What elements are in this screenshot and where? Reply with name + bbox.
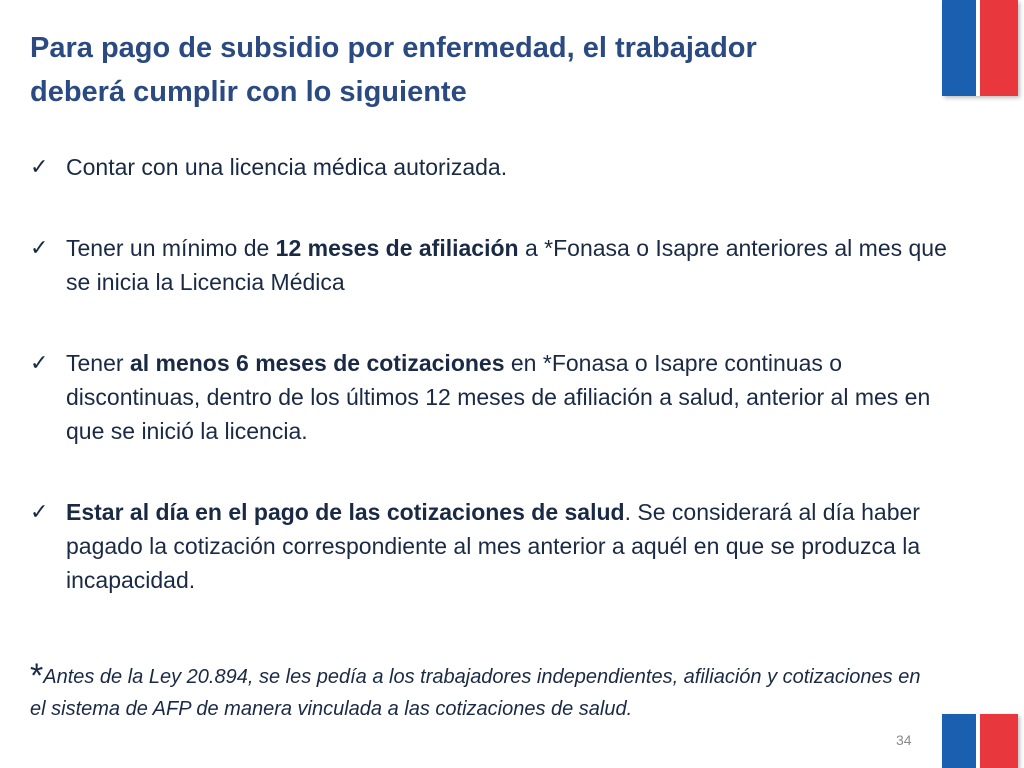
bullet-text: Tener <box>66 350 130 376</box>
chile-flag-decoration-top <box>942 0 1018 96</box>
flag-blue-stripe <box>942 0 976 96</box>
title-line-1: Para pago de subsidio por enfermedad, el trabajador <box>30 32 757 64</box>
bullet-text: a *Fonasa o Isapre anteriores al mes que se inicia la Licencia Médica <box>66 235 947 295</box>
footnote-asterisk: * <box>30 657 44 695</box>
bullet-text: en *Fonasa o Isapre continuas o discontinuas, dentro de los últimos 12 meses de afiliación a salud, anterior al mes en que se inició la licencia. <box>66 350 931 444</box>
slide-title <box>30 26 910 114</box>
list-item <box>30 495 970 597</box>
flag-blue-stripe <box>942 714 976 768</box>
list-item <box>30 346 970 448</box>
title-line-2: deberá cumplir con lo siguiente <box>30 76 467 108</box>
flag-red-stripe <box>980 714 1018 768</box>
list-item <box>30 231 970 299</box>
checkmark-icon: ✓ <box>30 154 49 179</box>
bullet-text: Contar con una licencia médica autorizada. <box>66 154 508 180</box>
checkmark-icon: ✓ <box>30 235 49 260</box>
checkmark-icon: ✓ <box>30 499 49 524</box>
bullet-text: . Se considerará al día haber pagado la cotización correspondiente al mes anterior a aquél en que se produzca la incapacidad. <box>66 499 921 593</box>
bullet-text: Tener un mínimo de <box>66 235 276 261</box>
flag-red-stripe <box>980 0 1018 96</box>
requirements-list <box>30 150 970 597</box>
list-item <box>30 150 970 184</box>
bullet-emphasis: 12 meses de afiliación <box>275 235 519 261</box>
checkmark-icon: ✓ <box>30 350 49 375</box>
bullet-emphasis: al menos 6 meses de cotizaciones <box>129 350 505 376</box>
page-number: 34 <box>896 732 912 748</box>
footnote <box>30 657 930 725</box>
bullet-emphasis: Estar al día en el pago de las cotizaciones de salud <box>66 499 625 525</box>
chile-flag-decoration-bottom <box>942 714 1018 768</box>
footnote-text: Antes de la Ley 20.894, se les pedía a los trabajadores independientes, afiliación y cotizaciones en el sistema de AFP de manera vinculada a las cotizaciones de salud. <box>30 666 921 720</box>
